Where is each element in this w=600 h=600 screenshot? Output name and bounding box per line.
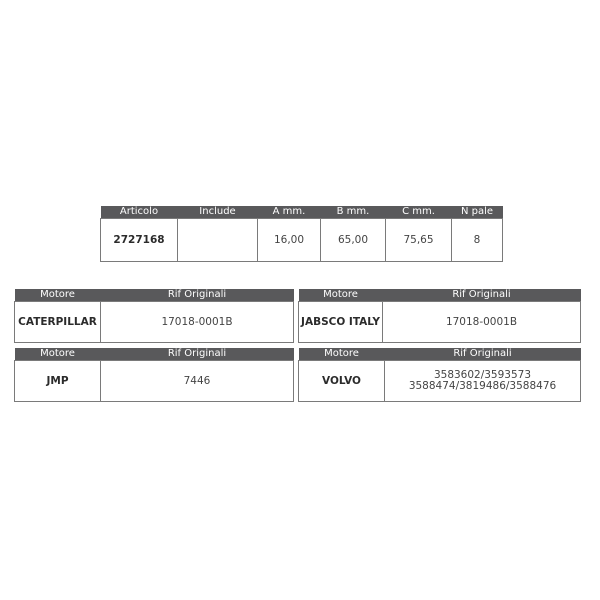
ref-data-row [15,302,294,343]
ref-code: 3588474/3819486/3588476 [408,380,557,392]
cell-include [178,219,258,262]
cell-articolo: 2727168 [101,219,178,262]
ref-header-row [299,289,581,302]
spec-data-row [101,219,503,262]
cell-rif-originali [101,302,294,343]
header-motore: Motore [15,348,101,361]
ref-table-volvo [298,348,581,402]
header-rif-originali: Rif Originali [101,289,294,302]
ref-data-row [299,302,581,343]
cell-rif-originali [385,361,581,402]
ref-data-row [15,361,294,402]
header-include: Include [178,206,258,219]
ref-table-jabsco-italy [298,289,581,343]
spec-table [100,206,503,262]
cell-motore: VOLVO [299,361,385,402]
header-motore: Motore [299,348,385,361]
ref-table-jmp [14,348,294,402]
cell-a-mm: 16,00 [258,219,321,262]
ref-header-row [15,348,294,361]
header-motore: Motore [15,289,101,302]
cell-motore: JMP [15,361,101,402]
cell-b-mm: 65,00 [321,219,386,262]
cell-rif-originali [383,302,581,343]
header-b-mm: B mm. [321,206,386,219]
ref-code: 17018-0001B [161,315,233,328]
ref-code: 17018-0001B [445,315,518,328]
cell-motore: JABSCO ITALY [299,302,383,343]
ref-header-row [15,289,294,302]
ref-header-row [299,348,581,361]
header-articolo: Articolo [101,206,178,219]
header-rif-originali: Rif Originali [101,348,294,361]
ref-code: 7446 [183,374,211,387]
header-rif-originali: Rif Originali [383,289,581,302]
header-n-pale: N pale [452,206,503,219]
header-motore: Motore [299,289,383,302]
ref-table-caterpillar [14,289,294,343]
ref-data-row [299,361,581,402]
ref-code: 3583602/3593573 [433,369,532,381]
cell-c-mm: 75,65 [386,219,452,262]
spec-header-row [101,206,503,219]
cell-motore: CATERPILLAR [15,302,101,343]
header-c-mm: C mm. [386,206,452,219]
cell-n-pale: 8 [452,219,503,262]
header-rif-originali: Rif Originali [385,348,581,361]
cell-rif-originali [101,361,294,402]
header-a-mm: A mm. [258,206,321,219]
